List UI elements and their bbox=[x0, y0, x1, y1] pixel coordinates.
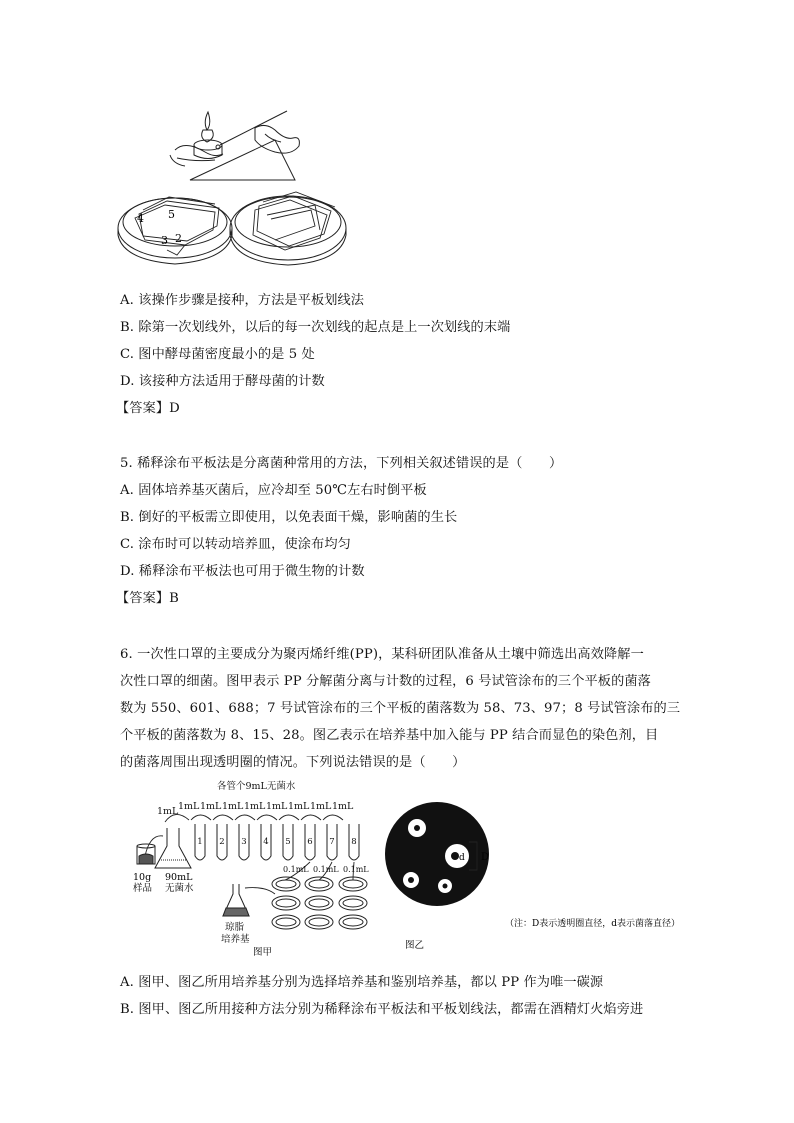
agar-label-2: 培养基 bbox=[221, 934, 250, 945]
transfer-label-7: 1mL bbox=[310, 801, 332, 812]
q5-answer: 【答案】B bbox=[116, 591, 179, 606]
tube-number-5: 5 bbox=[285, 837, 291, 847]
q6-figure bbox=[125, 776, 685, 956]
transfer-label-2: 1mL bbox=[200, 801, 222, 812]
plate-volume-label-2: 0.1mL bbox=[313, 865, 339, 874]
tube-number-7: 7 bbox=[329, 837, 335, 847]
tube-top-label: 各管个9mL无菌水 bbox=[217, 781, 296, 792]
caption-jia: 图甲 bbox=[253, 947, 273, 956]
plate-volume-label-1: 0.1mL bbox=[283, 865, 309, 874]
transfer-label-5: 1mL bbox=[266, 801, 288, 812]
transfer-label-6: 1mL bbox=[288, 801, 310, 812]
plate-label-4: 4 bbox=[137, 212, 144, 225]
tube-number-6: 6 bbox=[307, 837, 313, 847]
q4-option-c: C. 图中酵母菌密度最小的是 5 处 bbox=[120, 347, 315, 362]
water-label-1: 90mL bbox=[165, 872, 193, 883]
transfer-label-3: 1mL bbox=[222, 801, 244, 812]
plate-label-3: 3 bbox=[161, 234, 168, 247]
tube-number-2: 2 bbox=[219, 837, 225, 847]
water-label-2: 无菌水 bbox=[165, 883, 194, 894]
caption-yi: 图乙 bbox=[405, 940, 425, 951]
q6-stem-line-3: 数为 550、601、688；7 号试管涂布的三个平板的菌落数为 58、73、97；8 号试管涂布的三 bbox=[120, 701, 681, 716]
agar-label-1: 琼脂 bbox=[225, 922, 245, 933]
q6-option-b: B. 图甲、图乙所用接种方法分别为稀释涂布平板法和平板划线法，都需在酒精灯火焰旁进 bbox=[120, 1002, 644, 1017]
q5-option-a: A. 固体培养基灭菌后，应冷却至 50℃左右时倒平板 bbox=[120, 483, 427, 498]
q5-stem: 5. 稀释涂布平板法是分离菌种常用的方法，下列相关叙述错误的是（ ） bbox=[120, 456, 563, 471]
sample-label-1: 10g bbox=[133, 872, 152, 883]
figure-note: （注：D表示透明圈直径，d表示菌落直径） bbox=[505, 919, 680, 929]
tube-number-3: 3 bbox=[241, 837, 247, 847]
q6-stem-line-4: 个平板的菌落数为 8、15、28。图乙表示在培养基中加入能与 PP 结合而显色的染色剂，目 bbox=[120, 728, 659, 743]
q4-option-a: A. 该操作步骤是接种，方法是平板划线法 bbox=[120, 293, 365, 308]
label-small-d: d bbox=[459, 853, 465, 863]
q5-option-b: B. 倒好的平板需立即使用，以免表面干燥，影响菌的生长 bbox=[120, 510, 458, 525]
streak-plate-figure bbox=[115, 100, 365, 275]
plate-label-2: 2 bbox=[175, 232, 182, 245]
q6-stem-line-2: 次性口罩的细菌。图甲表示 PP 分解菌分离与计数的过程，6 号试管涂布的三个平板的菌落 bbox=[120, 674, 651, 689]
q5-option-d: D. 稀释涂布平板法也可用于微生物的计数 bbox=[120, 564, 365, 579]
q6-option-a: A. 图甲、图乙所用培养基分别为选择培养基和鉴别培养基，都以 PP 作为唯一碳源 bbox=[120, 975, 604, 990]
q6-stem-line-1: 6. 一次性口罩的主要成分为聚丙烯纤维(PP)，某科研团队准备从土壤中筛选出高效降解一 bbox=[120, 647, 644, 662]
tube-number-1: 1 bbox=[197, 837, 203, 847]
sample-label-2: 样品 bbox=[133, 883, 153, 894]
q6-stem-line-5: 的菌落周围出现透明圈的情况。下列说法错误的是（ ） bbox=[120, 755, 466, 770]
q4-answer: 【答案】D bbox=[116, 401, 180, 416]
transfer-label-4: 1mL bbox=[244, 801, 266, 812]
transfer-label-1: 1mL bbox=[178, 801, 200, 812]
tube-number-4: 4 bbox=[263, 837, 269, 847]
plate-volume-label-3: 0.1mL bbox=[343, 865, 369, 874]
q4-option-d: D. 该接种方法适用于酵母菌的计数 bbox=[120, 374, 325, 389]
transfer-label-8: 1mL bbox=[332, 801, 354, 812]
flask-top-label: 1mL bbox=[157, 806, 179, 817]
label-big-d: D bbox=[481, 852, 490, 863]
q4-option-b: B. 除第一次划线外，以后的每一次划线的起点是上一次划线的末端 bbox=[120, 320, 511, 335]
q5-option-c: C. 涂布时可以转动培养皿，使涂布均匀 bbox=[120, 537, 351, 552]
plate-label-5: 5 bbox=[168, 208, 175, 221]
tube-number-8: 8 bbox=[351, 837, 357, 847]
